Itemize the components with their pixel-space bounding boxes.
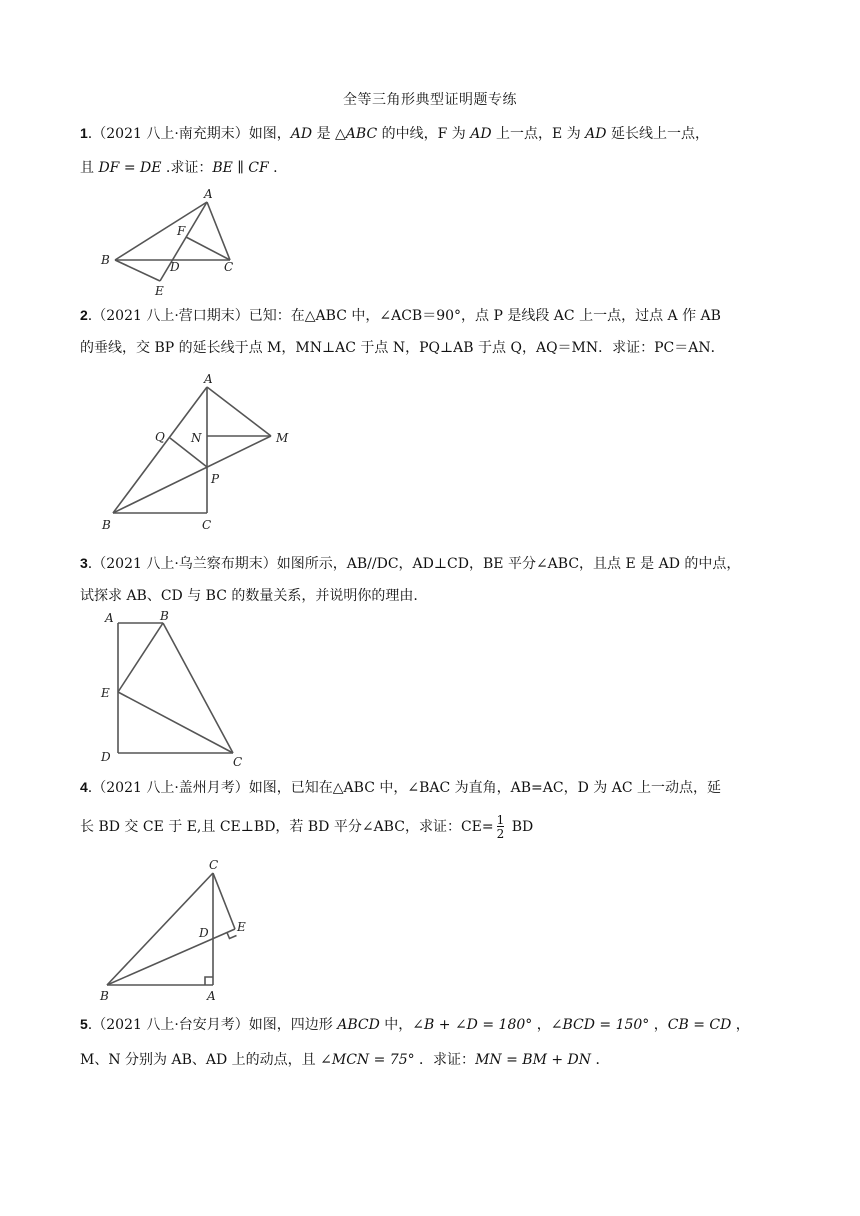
label-B: B bbox=[100, 989, 109, 1003]
segment-BC bbox=[163, 623, 233, 753]
segment-CE bbox=[213, 873, 235, 929]
label-D: D bbox=[170, 260, 180, 274]
text-run: 如图， bbox=[248, 126, 291, 142]
document-title: 全等三角形典型证明题专练 bbox=[343, 92, 517, 108]
label-N: N bbox=[191, 431, 202, 445]
text-run: BD bbox=[507, 819, 534, 835]
segment-AM bbox=[207, 387, 271, 436]
label-D: D bbox=[101, 750, 111, 764]
label-E: E bbox=[101, 686, 110, 700]
segment-BC bbox=[107, 873, 213, 985]
label-Q: Q bbox=[155, 430, 165, 444]
problem-2-line-2 bbox=[80, 335, 780, 361]
math-run: DF = DE bbox=[98, 160, 162, 176]
math-run: △ABC bbox=[335, 126, 378, 142]
problem-3-line-1: 3.（2021 八上·乌兰察布期末）如图所示，AB//DC，AD⊥CD，BE 平分∠ABC，且点 E 是 AD 的中点， bbox=[80, 555, 741, 572]
text-run: 如图，已知在△ABC 中，∠BAC 为直角，AB=AC，D 为 AC 上一动点，延 bbox=[248, 780, 722, 796]
problem-source: （2021 八上·南充期末） bbox=[92, 126, 249, 142]
problem-source: （2021 八上·盖州月考） bbox=[92, 780, 249, 796]
segment-BA bbox=[115, 202, 207, 260]
fraction-numerator: 1 bbox=[496, 813, 505, 827]
segment-BA bbox=[113, 387, 207, 513]
problem-4-line-1: 4.（2021 八上·盖州月考）如图，已知在△ABC 中，∠BAC 为直角，AB=AC，D 为 AC 上一动点，延 bbox=[80, 779, 722, 796]
text-run: 上一点，E 为 bbox=[491, 126, 586, 142]
label-E: E bbox=[155, 284, 164, 298]
problem-number: 2 bbox=[80, 307, 88, 323]
label-B: B bbox=[160, 609, 169, 623]
segment-FC bbox=[186, 237, 230, 260]
fraction-one-half bbox=[497, 814, 505, 840]
problem-3-line-2 bbox=[80, 583, 780, 609]
figure-2-diagram bbox=[95, 370, 305, 535]
label-C: C bbox=[224, 260, 234, 274]
label-C: C bbox=[202, 518, 212, 532]
math-run: ∠BCD = 150° bbox=[550, 1017, 650, 1033]
text-run: ．求证： bbox=[414, 1052, 476, 1068]
problem-source: （2021 八上·台安月考） bbox=[92, 1017, 249, 1033]
problem-number: 1 bbox=[80, 125, 88, 141]
label-D: D bbox=[199, 926, 209, 940]
segment-EB bbox=[118, 623, 163, 692]
text-run: 是 bbox=[312, 126, 336, 142]
right-angle-mark-A bbox=[205, 977, 213, 985]
text-run: 如图所示，AB//DC，AD⊥CD，BE 平分∠ABC，且点 E 是 AD 的中点， bbox=[276, 556, 741, 572]
problem-4-line-2 bbox=[80, 814, 780, 840]
text-run: 如图，四边形 bbox=[248, 1017, 338, 1033]
label-A: A bbox=[105, 611, 114, 625]
math-run: ∠B + ∠D = 180° bbox=[412, 1017, 533, 1033]
text-run: 的垂线，交 BP 的延长线于点 M，MN⊥AC 于点 N，PQ⊥AB 于点 Q，AQ＝MN．求证：PC＝AN． bbox=[80, 340, 725, 356]
label-E: E bbox=[237, 920, 246, 934]
label-M: M bbox=[276, 431, 289, 445]
text-run: . bbox=[268, 160, 278, 176]
math-run: CB = CD bbox=[667, 1017, 732, 1033]
problem-5-line-1: 5.（2021 八上·台安月考）如图，四边形 ABCD 中，∠B + ∠D = 180° ，∠BCD = 150° ，CB = CD ， bbox=[80, 1016, 750, 1033]
label-B: B bbox=[102, 518, 111, 532]
math-run: ABCD bbox=[337, 1017, 380, 1033]
text-run: ， bbox=[731, 1017, 750, 1033]
problem-source: （2021 八上·营口期末） bbox=[92, 308, 249, 324]
text-run: ． bbox=[591, 1052, 610, 1068]
text-run: 长 BD 交 CE 于 E,且 CE⊥BD，若 BD 平分∠ABC，求证：CE= bbox=[80, 819, 494, 835]
label-P: P bbox=[211, 472, 220, 486]
right-angle-mark-E bbox=[227, 933, 237, 939]
problem-source: （2021 八上·乌兰察布期末） bbox=[92, 556, 277, 572]
text-run: ， bbox=[532, 1017, 551, 1033]
math-run: BE ∥ CF bbox=[212, 160, 269, 176]
text-run: M、N 分别为 AB、AD 上的动点，且 bbox=[80, 1052, 321, 1068]
problem-number: 5 bbox=[80, 1016, 88, 1032]
segment-BM bbox=[113, 436, 271, 513]
math-run: AD bbox=[470, 126, 492, 142]
label-B: B bbox=[101, 253, 110, 267]
label-F: F bbox=[177, 224, 186, 238]
text-run: 试探求 AB、CD 与 BC 的数量关系，并说明你的理由. bbox=[80, 588, 418, 604]
text-run: ， bbox=[649, 1017, 668, 1033]
problem-5-line-2 bbox=[80, 1047, 780, 1073]
label-A: A bbox=[204, 187, 213, 201]
text-run: 且 bbox=[80, 160, 99, 176]
problem-number: 3 bbox=[80, 555, 88, 571]
label-C: C bbox=[209, 858, 219, 872]
text-run: 已知：在△ABC 中，∠ACB＝90°，点 P 是线段 AC 上一点，过点 A 作 AB bbox=[248, 308, 721, 324]
problem-1-line-1: 1.（2021 八上·南充期末）如图，AD 是 △ABC 的中线，F 为 AD 上一点，E 为 AD 延长线上一点， bbox=[80, 125, 709, 142]
problem-2-line-1: 2.（2021 八上·营口期末）已知：在△ABC 中，∠ACB＝90°，点 P 是线段 AC 上一点，过点 A 作 AB bbox=[80, 307, 721, 324]
problem-number: 4 bbox=[80, 779, 88, 795]
problem-1-line-2 bbox=[80, 155, 780, 181]
figure-1-diagram bbox=[95, 185, 255, 300]
label-C: C bbox=[233, 755, 243, 769]
math-run: AD bbox=[290, 126, 313, 142]
segment-BE bbox=[115, 260, 160, 281]
label-A: A bbox=[207, 989, 216, 1003]
math-run: ∠MCN = 75° bbox=[320, 1052, 415, 1068]
text-run: .求证： bbox=[161, 160, 213, 176]
text-run: 延长线上一点， bbox=[606, 126, 709, 142]
math-run: AD bbox=[585, 126, 607, 142]
segment-AC bbox=[207, 202, 230, 260]
figure-3-diagram bbox=[95, 608, 255, 768]
label-A: A bbox=[204, 372, 213, 386]
figure-4-diagram bbox=[95, 855, 265, 1005]
text-run: 中， bbox=[379, 1017, 413, 1033]
segment-AE bbox=[160, 202, 207, 281]
math-run: MN = BM + DN bbox=[475, 1052, 592, 1068]
text-run: 的中线，F 为 bbox=[377, 126, 471, 142]
segment-BE bbox=[107, 929, 235, 985]
fraction-denominator: 2 bbox=[496, 827, 505, 841]
